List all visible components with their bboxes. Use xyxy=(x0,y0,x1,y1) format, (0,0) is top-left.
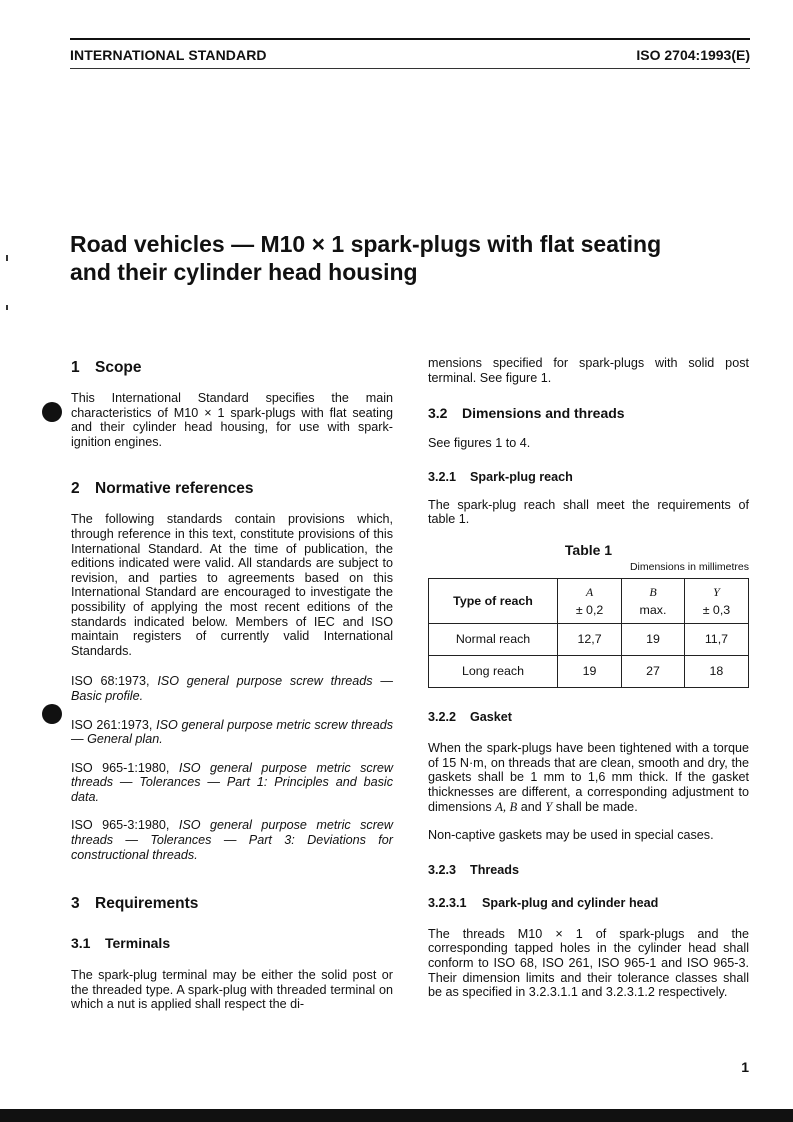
left-column xyxy=(71,356,393,1026)
table-row xyxy=(429,656,749,688)
title-line-1: Road vehicles — M10 × 1 spark-plugs with flat seating xyxy=(70,231,662,257)
gasket-paragraph: When the spark-plugs have been tightened with a torque of 15 N·m, on threads that are clean, smooth and dry, the gaskets shall be 1 mm to 1,6 mm thick. If the gasket thicknesses are different, a corresponding adjustment to dimensions A, B and Y shall be made. xyxy=(428,741,749,814)
reference-item: ISO 261:1973, ISO general purpose metric screw threads — General plan. xyxy=(71,717,393,747)
section-3-heading: 3 Requirements xyxy=(71,895,199,913)
cell-b: 27 xyxy=(622,656,685,688)
reference-item: ISO 965-1:1980, ISO general purpose metric screw threads — Tolerances — Part 1: Principles and basic data. xyxy=(71,760,394,804)
cell-y: 18 xyxy=(684,656,748,688)
title-line-2: and their cylinder head housing xyxy=(70,259,418,285)
right-column xyxy=(428,356,749,1014)
reference-item: ISO 68:1973, ISO general purpose screw threads — Basic profile. xyxy=(71,674,393,703)
cell-b: 19 xyxy=(622,624,685,656)
section-3-2-3-1-heading: 3.2.3.1 Spark-plug and cylinder head xyxy=(428,895,659,910)
page-number: 1 xyxy=(741,1059,749,1075)
document-number: ISO 2704:1993(E) xyxy=(636,47,750,63)
cell-y: 11,7 xyxy=(684,624,748,656)
table-row xyxy=(429,624,749,656)
table-units-note: Dimensions in millimetres xyxy=(629,560,749,573)
table-header-row xyxy=(429,579,749,624)
row-label: Long reach xyxy=(429,656,558,688)
header-top-rule xyxy=(70,38,750,40)
header-type-of-reach: Type of reach xyxy=(429,579,558,624)
section-3-2-3-heading: 3.2.3 Threads xyxy=(428,862,519,877)
page-bottom-bar xyxy=(0,1109,793,1122)
header-bottom-rule xyxy=(70,68,750,69)
reach-paragraph: The spark-plug reach shall meet the requirements of table 1. xyxy=(428,497,749,527)
margin-bullet-marker xyxy=(42,402,62,422)
scan-edge-mark xyxy=(6,255,8,261)
section-3-2-2-heading: 3.2.2 Gasket xyxy=(428,710,513,725)
section-2-heading: 2 Normative references xyxy=(71,480,254,498)
threads-paragraph: The threads M10 × 1 of spark-plugs and the corresponding tapped holes in the cylinder head shall conform to ISO 68, ISO 261, ISO 965-1 and ISO 965-3. Their dimension limits and their tolerance classes shall be as specified in 3.2.3.1.1 and 3.2.3.1.2 respectively. xyxy=(428,926,749,1000)
document-type: INTERNATIONAL STANDARD xyxy=(70,47,267,63)
scope-paragraph: This International Standard specifies the main characteristics of M10 × 1 spark-plugs with flat seating and their cylinder head housing, for use with spark-ignition engines. xyxy=(71,391,393,449)
row-label: Normal reach xyxy=(429,624,558,656)
section-1-heading: 1 Scope xyxy=(71,359,142,376)
gasket-note-paragraph: Non-captive gaskets may be used in special cases. xyxy=(428,828,714,843)
scan-edge-mark xyxy=(6,305,8,310)
margin-bullet-marker xyxy=(42,704,62,724)
section-3-1-heading: 3.1 Terminals xyxy=(71,935,171,952)
header-b: B max. xyxy=(622,579,685,624)
page-title xyxy=(70,230,760,286)
terminals-paragraph: The spark-plug terminal may be either the solid post or the threaded type. A spark-plug with threaded terminal on which a nut is applied shall respect the di- xyxy=(71,968,393,1012)
cell-a: 12,7 xyxy=(558,624,622,656)
header-y: Y ± 0,3 xyxy=(684,579,748,624)
terminals-continuation: mensions specified for spark-plugs with solid post terminal. See figure 1. xyxy=(428,356,749,385)
section-3-2-1-heading: 3.2.1 Spark-plug reach xyxy=(428,469,573,484)
dimensions-paragraph: See figures 1 to 4. xyxy=(428,436,531,451)
spark-plug-reach-table xyxy=(428,578,749,688)
table-caption: Table 1 xyxy=(564,541,613,558)
normative-references-paragraph: The following standards contain provisions which, through reference in this text, constitute provisions of this International Standard. At the time of publication, the editions indicated were valid. All standards are subject to revision, and parties to agreements based on this International Standard are encouraged to investigate the possibility of applying the most recent editions of the standards indicated below. Members of IEC and ISO maintain registers of currently valid International Standards. xyxy=(71,512,393,658)
section-3-2-heading: 3.2 Dimensions and threads xyxy=(428,405,625,422)
header-a: A ± 0,2 xyxy=(558,579,622,624)
cell-a: 19 xyxy=(558,656,622,688)
reference-item: ISO 965-3:1980, ISO general purpose metric screw threads — Tolerances — Part 3: Deviations for constructional threads. xyxy=(71,818,394,862)
